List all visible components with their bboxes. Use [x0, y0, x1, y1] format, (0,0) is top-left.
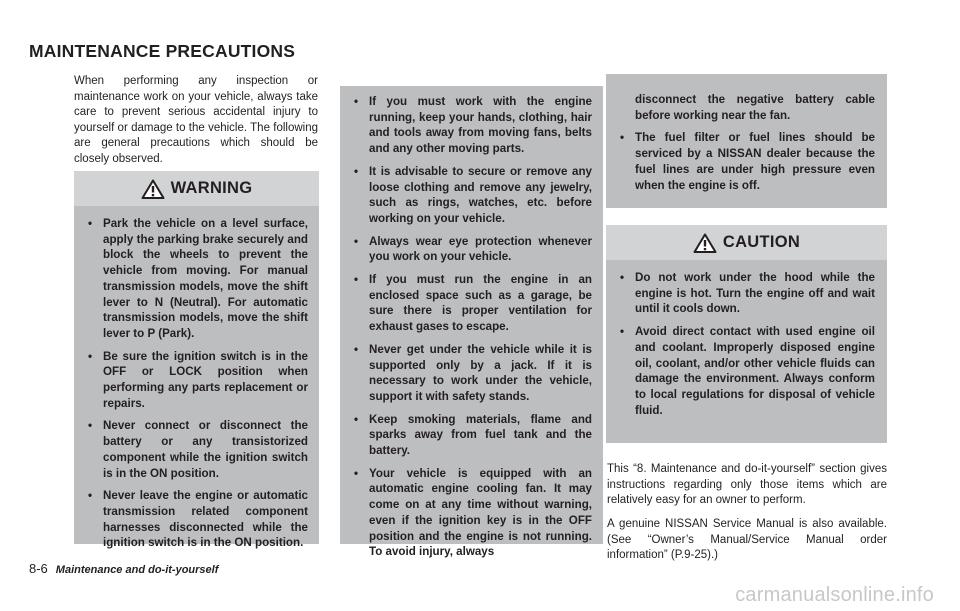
list-item: • Never connect or disconnect the battery or any transistorized component while the ignition switch is in the ON position. — [88, 419, 308, 480]
page-number: 8-6 — [29, 561, 48, 576]
page-footer — [29, 561, 218, 576]
warning-body-col2 — [340, 86, 603, 559]
list-item: • Park the vehicle on a level surface, apply the parking brake securely and block the wheels to prevent the vehicle from moving. For manual transmission models, move the shift lever to N (Neutral). For automatic transmission models, move the shift lever to P (Park). — [88, 217, 308, 340]
caution-body — [606, 260, 887, 443]
list-item: • Never get under the vehicle while it is supported only by a jack. If it is necessary to work under the vehicle, support it with safety stands. — [354, 342, 592, 403]
watermark: carmanualsonline.info — [735, 584, 934, 606]
caution-label: CAUTION — [722, 233, 801, 251]
list-item: • Keep smoking materials, flame and sparks away from fuel tank and the battery. — [354, 412, 592, 458]
list-item: • Always wear eye protection whenever you work on your vehicle. — [354, 234, 592, 264]
warning-body-col3 — [606, 74, 887, 208]
warning-box — [74, 171, 319, 550]
warning-header — [74, 171, 319, 206]
list-item: • If you must run the engine in an enclosed space such as a garage, be sure there is proper ventilation for exhaust gases to escape. — [354, 273, 592, 334]
service-manual-paragraph: A genuine NISSAN Service Manual is also available. (See “Owner’s Manual/Service Manual order information” (P.9-25).) — [607, 518, 887, 562]
list-item: • Your vehicle is equipped with an automatic engine cooling fan. It may come on at any time without warning, even if the ignition key is in the OFF position and the engine is not running. To avoid injury, always — [354, 466, 592, 559]
intro-paragraph: When performing any inspection or maintenance work on your vehicle, always take care to prevent serious accidental injury to yourself or damage to the vehicle. The following are general precautions which should be closely observed. — [74, 75, 318, 165]
list-item: • Never leave the engine or automatic transmission related component harnesses disconnected while the ignition switch is in the ON position. — [88, 489, 308, 550]
list-item: • Do not work under the hood while the engine is hot. Turn the engine off and wait until it cools down. — [620, 271, 875, 316]
warning-body-col1 — [74, 206, 319, 550]
list-item: • Be sure the ignition switch is in the OFF or LOCK position when performing any parts replacement or repairs. — [88, 349, 308, 410]
list-item: • It is advisable to secure or remove any loose clothing and remove any jewelry, such as rings, watches, etc. before working on your vehicle. — [354, 164, 592, 225]
section-note-paragraph: This “8. Maintenance and do-it-yourself” section gives instructions regarding only those items which are relatively easy for an owner to perform. — [607, 463, 887, 507]
caution-box — [606, 225, 887, 443]
footer-section-title: Maintenance and do-it-yourself — [55, 564, 219, 576]
list-item: • Avoid direct contact with used engine oil and coolant. Improperly disposed engine oil, coolant, and/or other vehicle fluids can damage the environment. Always conform to local regulations for disposal of vehicle fluid. — [620, 325, 875, 417]
warning-label: WARNING — [170, 179, 253, 197]
caution-header — [606, 225, 887, 260]
list-item: • If you must work with the engine running, keep your hands, clothing, hair and tools away from moving fans, belts and any other moving parts. — [354, 95, 592, 156]
warning-triangle-icon — [141, 179, 165, 199]
list-item-continued: disconnect the negative battery cable before working near the fan. — [635, 93, 875, 122]
page-title: MAINTENANCE PRECAUTIONS — [29, 41, 296, 61]
list-item: • The fuel filter or fuel lines should be serviced by a NISSAN dealer because the fuel lines are under high pressure even when the engine is off. — [620, 131, 875, 192]
caution-triangle-icon — [693, 233, 717, 253]
